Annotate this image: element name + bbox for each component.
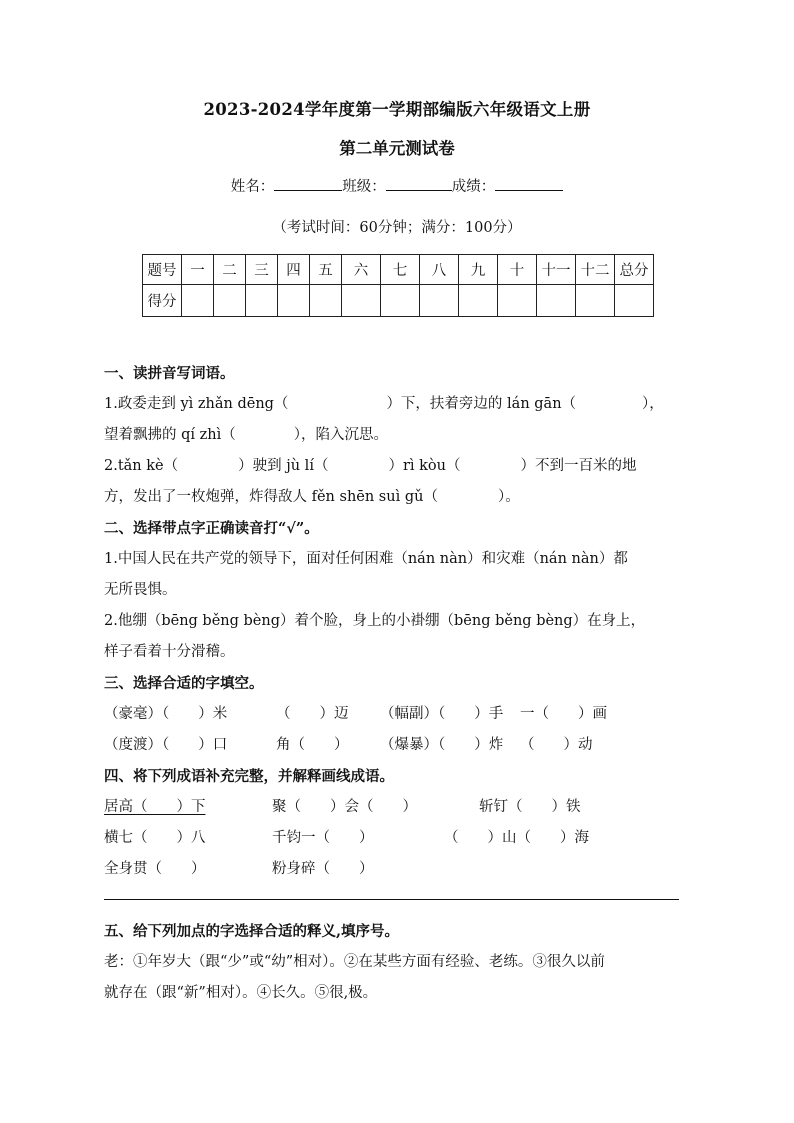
class-blank[interactable] [386, 176, 452, 191]
idiom-item: 全身贯（ ） [104, 861, 206, 877]
score-cell[interactable] [214, 285, 246, 317]
q2-text-b: ）驶到 jù lí（ [238, 458, 329, 474]
column-header: 八 [420, 255, 459, 285]
section2-q1-line1: 1.中国人民在共产党的领导下，面对任何困难（nán nàn）和灾难（nán nàn）都 [104, 551, 628, 567]
section1-heading: 一、读拼音写词语。 [104, 365, 235, 382]
idiom-underlined: 居高（ ）下 [104, 799, 206, 815]
section4-row1 [104, 792, 694, 823]
column-header: 五 [310, 255, 342, 285]
section3-row1 [104, 699, 694, 730]
idiom-item: （ ）山（ ）海 [444, 830, 589, 846]
score-cell[interactable] [381, 285, 420, 317]
q2-text-c: ）rì kòu（ [388, 458, 461, 474]
section2-q2-line1: 2.他绷（bēng běng bèng）着个脸，身上的小褂绷（bēng běng bèng）在身上， [104, 613, 646, 629]
q1-text-c: ）， [642, 396, 664, 412]
score-cell[interactable] [342, 285, 381, 317]
section1-q2-line1 [104, 451, 694, 482]
column-header: 七 [381, 255, 420, 285]
column-header: 六 [342, 255, 381, 285]
section5-line1: 老：①年岁大（跟“少”或“幼”相对）。②在某些方面有经验、老练。③很久以前 [104, 954, 605, 970]
section1-q1-line2 [104, 420, 694, 451]
section5-line2: 就存在（跟“新”相对）。④长久。⑤很,极。 [104, 985, 378, 1001]
idiom-item: 斩钉（ ）铁 [479, 799, 581, 815]
q2-text-d: ）不到一百米的地 [520, 458, 637, 474]
column-header: 一 [182, 255, 214, 285]
score-blank[interactable] [495, 176, 563, 191]
score-cell[interactable] [498, 285, 537, 317]
fill-item: 一（ ）画 [520, 706, 607, 722]
column-header: 九 [459, 255, 498, 285]
exam-content [104, 358, 694, 1009]
section2-heading: 二、选择带点字正确读音打“√”。 [104, 520, 319, 537]
section2-q2-line2: 样子看着十分滑稽。 [104, 644, 235, 660]
fill-item: 角（ ） [276, 737, 349, 753]
column-header: 总分 [615, 255, 654, 285]
q2-text-e: 方，发出了一枚炮弹，炸得敌人 fěn shēn suì gǔ（ [104, 489, 438, 505]
fill-item: （爆暴）（ ）炸 [380, 737, 504, 753]
column-header: 十一 [537, 255, 576, 285]
q2-text-f: ）。 [497, 489, 520, 505]
q1-text-a: 1.政委走到 yì zhǎn dēng（ [104, 396, 289, 412]
fill-item: （ ）动 [520, 737, 593, 753]
column-header: 十 [498, 255, 537, 285]
score-cell[interactable] [246, 285, 278, 317]
section4-row3 [104, 854, 694, 885]
name-label: 姓名： [230, 179, 275, 195]
q2-text-a: 2.tǎn kè（ [104, 458, 179, 474]
score-row-label: 得分 [143, 285, 182, 317]
column-header: 二 [214, 255, 246, 285]
section1-q2-line2 [104, 482, 694, 513]
score-cell[interactable] [310, 285, 342, 317]
section5-heading: 五、给下列加点的字选择合适的释义,填序号。 [104, 923, 400, 940]
section3-heading: 三、选择合适的字填空。 [104, 675, 264, 692]
idiom-item: 千钧一（ ） [272, 830, 374, 846]
section3-row2 [104, 730, 694, 761]
score-cell[interactable] [537, 285, 576, 317]
section2-q1-line2: 无所畏惧。 [104, 582, 177, 598]
score-table [142, 254, 654, 317]
score-cell[interactable] [278, 285, 310, 317]
student-info [0, 175, 794, 196]
question-number-label: 题号 [143, 255, 182, 285]
fill-item: （豪毫）（ ）米 [104, 706, 228, 722]
fill-item: （度渡）（ ）口 [104, 737, 228, 753]
score-label: 成绩： [451, 179, 496, 195]
fill-item: （ ）迈 [276, 706, 349, 722]
column-header: 四 [278, 255, 310, 285]
section1-q1-line1 [104, 389, 694, 420]
class-label: 班级： [342, 179, 386, 195]
section4-heading: 四、将下列成语补充完整，并解释画线成语。 [104, 768, 394, 785]
q1-text-d: 望着飘拂的 qí zhì（ [104, 427, 236, 443]
q1-text-e: ），陷入沉思。 [293, 427, 389, 443]
exam-info: （考试时间：60分钟；满分：100分） [272, 220, 522, 236]
idiom-item: 粉身碎（ ） [272, 861, 374, 877]
column-header: 十二 [576, 255, 615, 285]
fill-item: （幅副）（ ）手 [380, 706, 504, 722]
q1-text-b: ）下，扶着旁边的 lán gān（ [386, 396, 577, 412]
score-cell[interactable] [576, 285, 615, 317]
idiom-item: 横七（ ）八 [104, 830, 206, 846]
score-cell[interactable] [182, 285, 214, 317]
name-blank[interactable] [274, 176, 342, 191]
score-cell[interactable] [420, 285, 459, 317]
section4-row2 [104, 823, 694, 854]
score-cell[interactable] [615, 285, 654, 317]
idiom-item: 聚（ ）会（ ） [272, 799, 417, 815]
column-header: 三 [246, 255, 278, 285]
page-subtitle: 第二单元测试卷 [339, 139, 455, 158]
score-cell[interactable] [459, 285, 498, 317]
page-title: 2023-2024学年度第一学期部编版六年级语文上册 [203, 100, 591, 119]
answer-line[interactable] [104, 899, 679, 900]
